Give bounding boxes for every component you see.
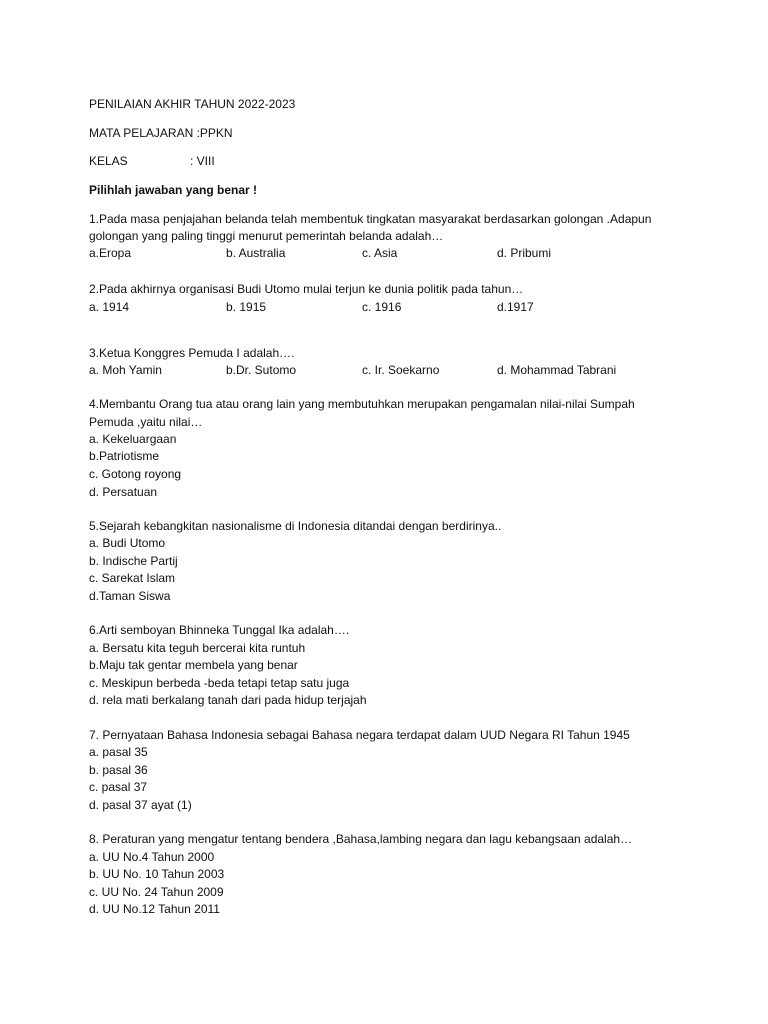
question-4-line-1: 4.Membantu Orang tua atau orang lain yang membutuhkan merupakan pengamalan nilai-nilai Sumpah	[89, 397, 635, 411]
subject-line: MATA PELAJARAN :PPKN	[89, 126, 233, 140]
question-8-option-d: d. UU No.12 Tahun 2011	[89, 902, 220, 916]
question-6-option-d: d. rela mati berkalang tanah dari pada hidup terjajah	[89, 693, 367, 707]
question-1-line-2: golongan yang paling tinggi menurut pemerintah belanda adalah…	[89, 229, 444, 243]
question-1-option-c: c. Asia	[362, 246, 398, 260]
question-4-option-d: d. Persatuan	[89, 485, 158, 499]
question-2-option-c: c. 1916	[362, 300, 402, 314]
question-4-option-b: b.Patriotisme	[89, 449, 160, 463]
question-3-line-1: 3.Ketua Konggres Pemuda I adalah….	[89, 346, 295, 360]
question-8-line-1: 8. Peraturan yang mengatur tentang bendera ,Bahasa,lambing negara dan lagu kebangsaan adalah…	[89, 832, 633, 846]
question-7-option-c: c. pasal 37	[89, 780, 148, 794]
question-4-option-a: a. Kekeluargaan	[89, 432, 177, 446]
question-7-option-a: a. pasal 35	[89, 745, 148, 759]
question-1-option-d: d. Pribumi	[497, 246, 552, 260]
question-7-option-b: b. pasal 36	[89, 763, 148, 777]
question-2-line-1: 2.Pada akhirnya organisasi Budi Utomo mulai terjun ke dunia politik pada tahun…	[89, 282, 524, 296]
question-3-option-c: c. Ir. Soekarno	[362, 363, 440, 377]
exam-title: PENILAIAN AKHIR TAHUN 2022-2023	[89, 97, 296, 111]
question-8-option-b: b. UU No. 10 Tahun 2003	[89, 867, 225, 881]
question-6-option-a: a. Bersatu kita teguh bercerai kita runtuh	[89, 641, 306, 655]
question-5-option-c: c. Sarekat Islam	[89, 571, 176, 585]
question-1-option-b: b. Australia	[226, 246, 286, 260]
question-6-option-c: c. Meskipun berbeda -beda tetapi tetap satu juga	[89, 676, 350, 690]
question-4-option-c: c. Gotong royong	[89, 467, 182, 481]
question-5-line-1: 5.Sejarah kebangkitan nasionalisme di Indonesia ditandai dengan berdirinya..	[89, 519, 502, 533]
instruction: Pilihlah jawaban yang benar !	[89, 183, 258, 197]
question-5-option-d: d.Taman Siswa	[89, 589, 171, 603]
question-1-line-1: 1.Pada masa penjajahan belanda telah membentuk tingkatan masyarakat berdasarkan golongan .Adapun	[89, 212, 652, 226]
question-1-option-a: a.Eropa	[89, 246, 132, 260]
question-6-option-b: b.Maju tak gentar membela yang benar	[89, 658, 298, 672]
question-3-option-d: d. Mohammad Tabrani	[497, 363, 617, 377]
question-7-option-d: d. pasal 37 ayat (1)	[89, 798, 192, 812]
class-label: KELAS	[89, 154, 128, 168]
question-8-option-c: c. UU No. 24 Tahun 2009	[89, 885, 224, 899]
question-6-line-1: 6.Arti semboyan Bhinneka Tunggal Ika adalah….	[89, 623, 350, 637]
class-value: : VIII	[190, 154, 215, 168]
question-7-line-1: 7. Pernyataan Bahasa Indonesia sebagai Bahasa negara terdapat dalam UUD Negara RI Tahun 1945	[89, 728, 630, 742]
question-3-option-a: a. Moh Yamin	[89, 363, 162, 377]
question-5-option-a: a. Budi Utomo	[89, 536, 166, 550]
question-2-option-b: b. 1915	[226, 300, 267, 314]
question-3-option-b: b.Dr. Sutomo	[226, 363, 297, 377]
question-4-line-2: Pemuda ,yaitu nilai…	[89, 415, 203, 429]
question-2-option-a: a. 1914	[89, 300, 130, 314]
question-5-option-b: b. Indische Partij	[89, 554, 178, 568]
question-2-option-d: d.1917	[497, 300, 534, 314]
question-8-option-a: a. UU No.4 Tahun 2000	[89, 850, 215, 864]
